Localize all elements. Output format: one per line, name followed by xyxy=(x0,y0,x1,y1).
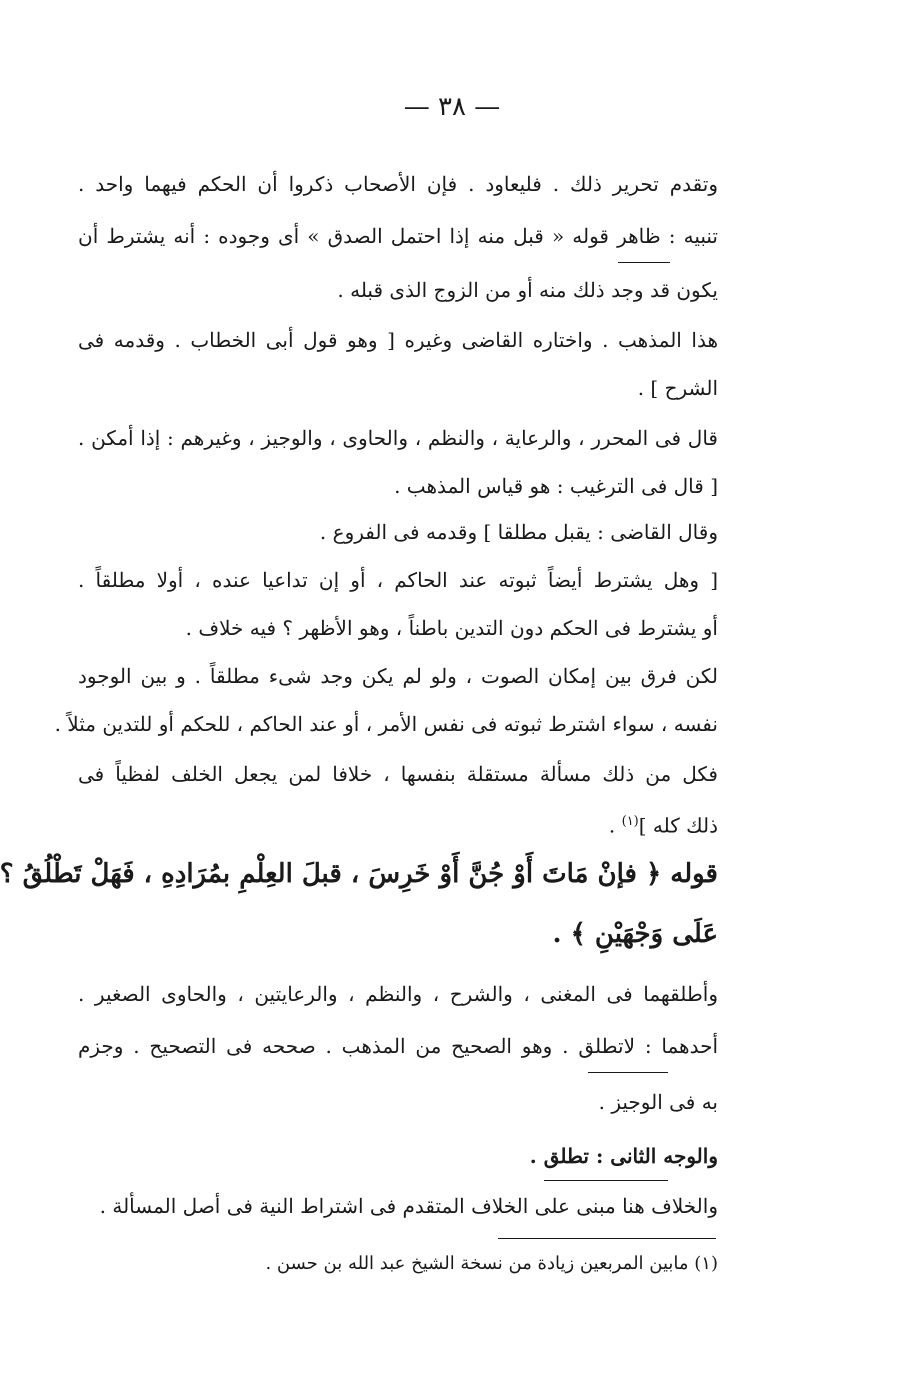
quoted-text: قوله ﴿ فإنْ مَاتَ أَوْ جُنَّ أَوْ خَرِسَ ، قبلَ العِلْمِ بمُرَادِهِ ، فَهَلْ تَطْلُقُ ؟ xyxy=(0,859,718,889)
text-line: فكل من ذلك مسألة مستقلة بنفسها ، خلافا لمن يجعل الخلف لفظياً فى xyxy=(78,762,718,786)
text-line: أو يشترط فى الحكم دون التدين باطناً ، وهو الأظهر ؟ فيه خلاف . xyxy=(185,616,718,640)
text-line: لكن فرق بين إمكان الصوت ، ولو لم يكن وجد شىء مطلقاً . و بين الوجود xyxy=(78,664,718,688)
text-line: [ قال فى الترغيب : هو قياس المذهب . xyxy=(394,474,718,498)
text-span: ذلك كله ] xyxy=(638,813,718,838)
text-line: هذا المذهب . واختاره القاضى وغيره [ وهو قول أبى الخطاب . وقدمه فى xyxy=(78,328,718,352)
text-line: والخلاف هنا مبنى على الخلاف المتقدم فى اشتراط النية فى أصل المسألة . xyxy=(99,1194,718,1218)
text-line: نفسه ، سواء اشترط ثبوته فى نفس الأمر ، أو عند الحاكم ، للحكم أو للتدين مثلاً . xyxy=(54,712,718,736)
text-line: [ وهل يشترط أيضاً ثبوته عند الحاكم ، أو إن تداعيا عنده ، أولا مطلقاً . xyxy=(78,568,718,592)
text-line: ذلك كله ]$^{(١)}$ . xyxy=(608,813,718,838)
text-line: وتقدم تحرير ذلك . فليعاود . فإن الأصحاب ذكروا أن الحكم فيهما واحد . xyxy=(78,172,718,196)
heading-underline xyxy=(618,262,670,263)
footnote-separator xyxy=(498,1238,716,1239)
page-number: — ٣٨ — xyxy=(403,92,501,122)
text-line: يكون قد وجد ذلك منه أو من الزوج الذى قبله . xyxy=(337,278,718,302)
text-line: وقال القاضى : يقبل مطلقا ] وقدمه فى الفروع . xyxy=(319,520,718,544)
quoted-text: عَلَى وَجْهَيْنِ ﴾ . xyxy=(552,919,718,949)
text-line: الشرح ] . xyxy=(637,376,718,400)
text-line: والوجه الثانى : تطلق . xyxy=(529,1144,718,1168)
text-line: به فى الوجيز . xyxy=(598,1090,718,1114)
text-line: وأطلقهما فى المغنى ، والشرح ، والنظم ، والرعايتين ، والحاوى الصغير . xyxy=(78,982,718,1006)
text-line: قال فى المحرر ، والرعاية ، والنظم ، والحاوى ، والوجيز ، وغيرهم : إذا أمكن . xyxy=(78,426,718,450)
heading-underline xyxy=(588,1072,668,1073)
footnote-text: (١) مابين المربعين زيادة من نسخة الشيخ عبد الله بن حسن . xyxy=(265,1253,718,1274)
text-line: أحدهما : لاتطلق . وهو الصحيح من المذهب . صححه فى التصحيح . وجزم xyxy=(78,1034,718,1058)
footnote-marker: (١) xyxy=(621,814,639,829)
heading-underline xyxy=(544,1180,668,1181)
text-line: تنبيه : ظاهر قوله « قبل منه إذا احتمل الصدق » أى وجوده : أنه يشترط أن xyxy=(78,224,718,248)
